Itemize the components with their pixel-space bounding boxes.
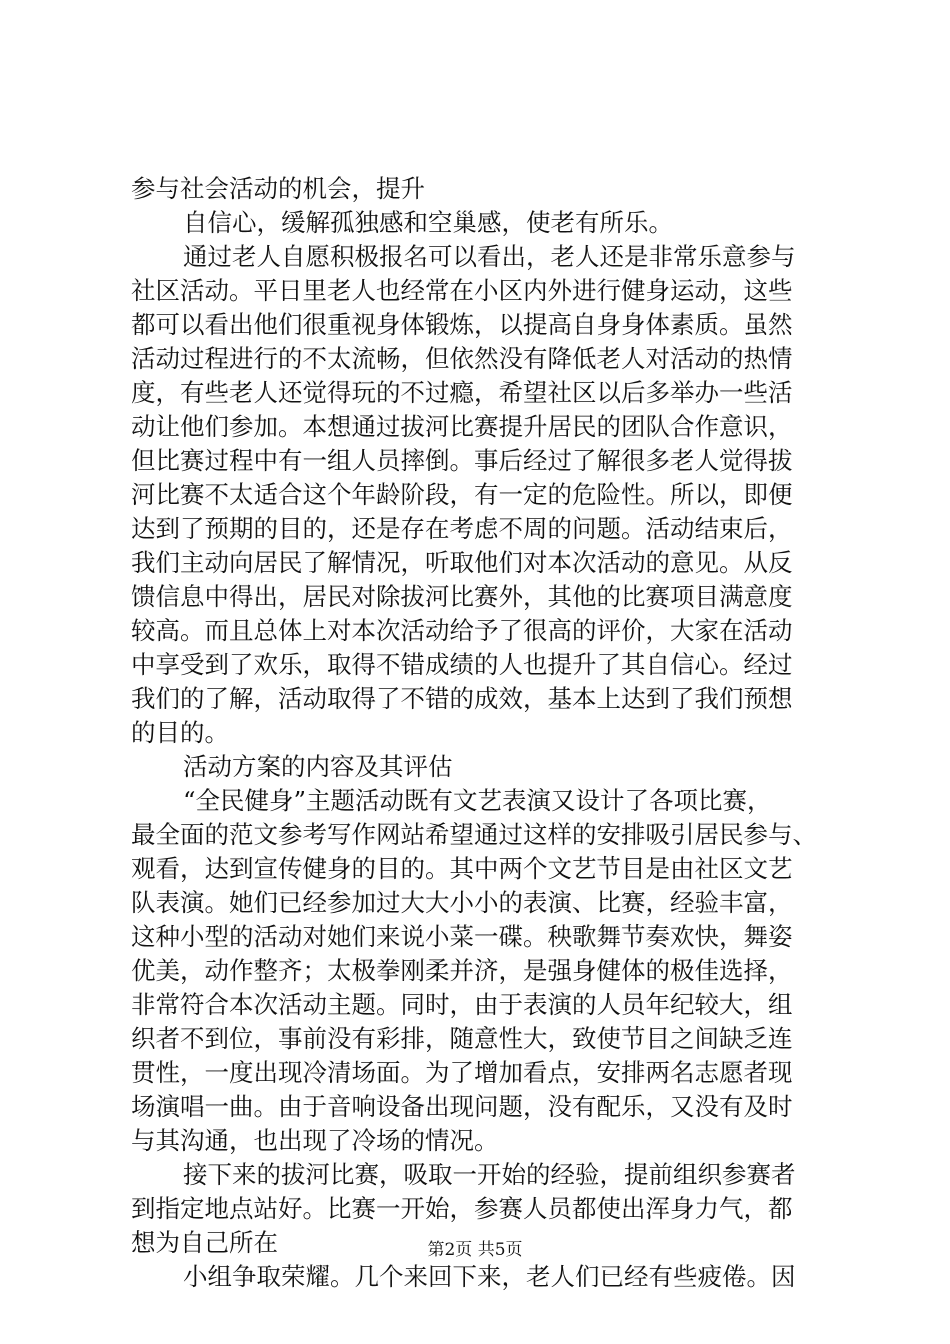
text-line: 贯性，一度出现冷清场面。为了增加看点，安排两名志愿者现 <box>131 1058 793 1087</box>
text-line: 动让他们参加。本想通过拔河比赛提升居民的团队合作意识， <box>131 412 793 441</box>
text-line: 较高。而且总体上对本次活动给予了很高的评价，大家在活动 <box>131 616 793 645</box>
text-line: 队表演。她们已经参加过大大小小的表演、比赛，经验丰富， <box>131 888 793 917</box>
text-line: 参与社会活动的机会，提升 <box>131 174 425 203</box>
text-line: 与其沟通，也出现了冷场的情况。 <box>131 1126 499 1155</box>
text-line: 河比赛不太适合这个年龄阶段，有一定的危险性。所以，即便 <box>131 480 793 509</box>
text-line: 中享受到了欢乐，取得不错成绩的人也提升了其自信心。经过 <box>131 650 793 679</box>
text-line: 都可以看出他们很重视身体锻炼，以提高自身身体素质。虽然 <box>131 310 793 339</box>
text-line: 达到了预期的目的，还是存在考虑不周的问题。活动结束后， <box>131 514 793 543</box>
text-line: 到指定地点站好。比赛一开始，参赛人员都使出浑身力气，都 <box>131 1194 793 1223</box>
text-line: 想为自己所在 <box>131 1228 278 1257</box>
text-line: 我们的了解，活动取得了不错的成效，基本上达到了我们预想 <box>131 684 793 713</box>
text-line: 活动过程进行的不太流畅，但依然没有降低老人对活动的热情 <box>131 344 793 373</box>
text-line: 馈信息中得出，居民对除拔河比赛外，其他的比赛项目满意度 <box>131 582 793 611</box>
text-line: 但比赛过程中有一组人员摔倒。事后经过了解很多老人觉得拔 <box>131 446 793 475</box>
text-line: 活动方案的内容及其评估 <box>183 752 453 781</box>
document-body <box>131 172 831 1294</box>
text-line: 我们主动向居民了解情况，听取他们对本次活动的意见。从反 <box>131 548 793 577</box>
text-line: 通过老人自愿积极报名可以看出，老人还是非常乐意参与 <box>183 242 796 271</box>
text-line: 这种小型的活动对她们来说小菜一碟。秧歌舞节奏欢快，舞姿 <box>131 922 793 951</box>
text-line: 小组争取荣耀。几个来回下来，老人们已经有些疲倦。因 <box>183 1262 796 1291</box>
text-line: 自信心，缓解孤独感和空巢感，使老有所乐。 <box>183 208 673 237</box>
text-line: 的目的。 <box>131 718 229 747</box>
text-line: 社区活动。平日里老人也经常在小区内外进行健身运动，这些 <box>131 276 793 305</box>
text-line: “全民健身”主题活动既有文艺表演又设计了各项比赛， <box>183 786 772 815</box>
text-line: 度，有些老人还觉得玩的不过瘾，希望社区以后多举办一些活 <box>131 378 793 407</box>
text-line: 最全面的范文参考写作网站希望通过这样的安排吸引居民参与、 <box>131 820 817 849</box>
text-line: 接下来的拔河比赛，吸取一开始的经验，提前组织参赛者 <box>183 1160 796 1189</box>
page-footer: 第2页 共5页 <box>427 1240 523 1260</box>
text-line: 场演唱一曲。由于音响设备出现问题，没有配乐，又没有及时 <box>131 1092 793 1121</box>
text-line: 优美，动作整齐；太极拳刚柔并济，是强身健体的极佳选择， <box>131 956 793 985</box>
text-line: 非常符合本次活动主题。同时，由于表演的人员年纪较大，组 <box>131 990 793 1019</box>
text-line: 观看，达到宣传健身的目的。其中两个文艺节目是由社区文艺 <box>131 854 793 883</box>
text-line: 织者不到位，事前没有彩排，随意性大，致使节目之间缺乏连 <box>131 1024 793 1053</box>
